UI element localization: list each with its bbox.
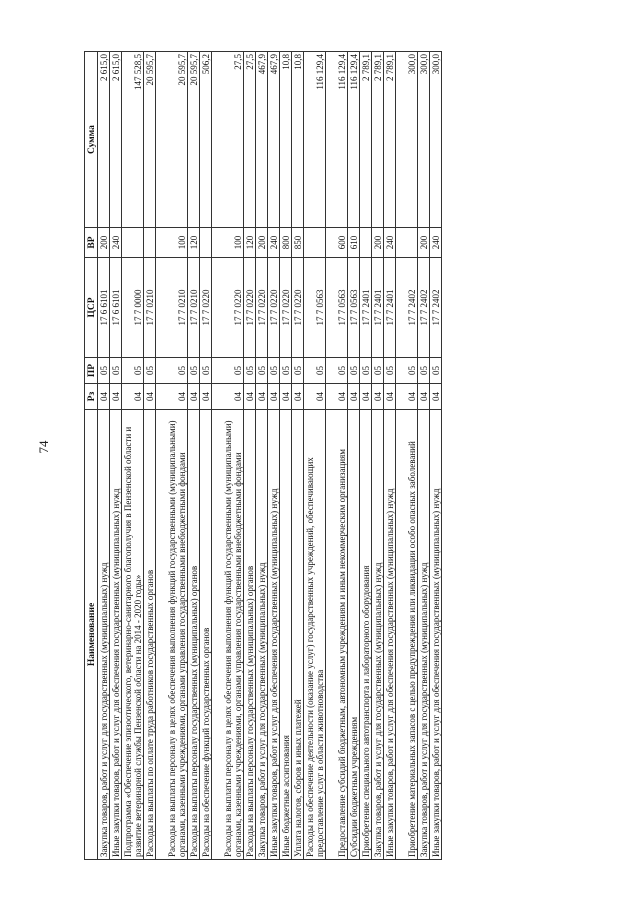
- cell-sum: 147 528,5: [122, 52, 144, 228]
- cell-sum: 2 789,1: [384, 52, 396, 228]
- cell-csr: 17 7 2402: [418, 258, 430, 358]
- header-vr: ВР: [85, 228, 98, 258]
- cell-name: Закупка товаров, работ и услуг для государственных (муниципальных) нужд: [256, 410, 268, 860]
- cell-name: Уплата налогов, сборов и иных платежей: [292, 410, 304, 860]
- cell-rz: 04: [200, 384, 212, 410]
- cell-name: Закупка товаров, работ и услуг для государственных (муниципальных) нужд: [372, 410, 384, 860]
- cell-pr: 05: [144, 358, 156, 384]
- cell-vr: 610: [348, 228, 360, 258]
- table-row: [326, 52, 348, 860]
- cell-pr: 05: [200, 358, 212, 384]
- cell-rz: 04: [396, 384, 418, 410]
- cell-sum: 300,0: [418, 52, 430, 228]
- table-row: [268, 52, 280, 860]
- table-row: [200, 52, 212, 860]
- cell-sum: 2 615,0: [98, 52, 110, 228]
- cell-vr: [122, 228, 144, 258]
- cell-pr: 05: [122, 358, 144, 384]
- cell-csr: 17 7 0220: [292, 258, 304, 358]
- cell-rz: 04: [268, 384, 280, 410]
- cell-csr: 17 7 0220: [200, 258, 212, 358]
- cell-pr: 05: [188, 358, 200, 384]
- cell-rz: 04: [292, 384, 304, 410]
- cell-sum: 2 615,0: [110, 52, 122, 228]
- cell-pr: 05: [326, 358, 348, 384]
- cell-pr: 05: [360, 358, 372, 384]
- rotated-page: [84, 52, 558, 860]
- cell-rz: 04: [372, 384, 384, 410]
- cell-name: Субсидии бюджетным учреждениям: [348, 410, 360, 860]
- cell-sum: 467,9: [256, 52, 268, 228]
- cell-name: Расходы на выплаты персоналу государственных (муниципальных) органов: [188, 410, 200, 860]
- cell-csr: 17 7 2401: [372, 258, 384, 358]
- cell-rz: 04: [212, 384, 244, 410]
- cell-rz: 04: [326, 384, 348, 410]
- table-row: [384, 52, 396, 860]
- cell-rz: 04: [98, 384, 110, 410]
- cell-rz: 04: [418, 384, 430, 410]
- cell-csr: 17 7 2401: [360, 258, 372, 358]
- cell-csr: 17 7 0220: [256, 258, 268, 358]
- cell-pr: 05: [110, 358, 122, 384]
- table-row: [292, 52, 304, 860]
- cell-sum: 300,0: [430, 52, 442, 228]
- table-row: [244, 52, 256, 860]
- cell-name: Приобретение специального автотранспорта и лабораторного оборудования: [360, 410, 372, 860]
- cell-pr: 05: [280, 358, 292, 384]
- table-row: [280, 52, 292, 860]
- cell-name: Расходы на выплаты по оплате труда работников государственных органов: [144, 410, 156, 860]
- cell-csr: 17 7 0563: [326, 258, 348, 358]
- page-number: 74: [36, 440, 51, 454]
- header-pr: ПР: [85, 358, 98, 384]
- table-row: [418, 52, 430, 860]
- cell-rz: 04: [360, 384, 372, 410]
- table-row: [360, 52, 372, 860]
- cell-rz: 04: [156, 384, 188, 410]
- cell-name: Предоставление субсидий бюджетным, автономным учреждениям и иным некоммерческим организациям: [326, 410, 348, 860]
- table-body: [98, 52, 442, 860]
- cell-pr: 05: [98, 358, 110, 384]
- cell-name: Иные закупки товаров, работ и услуг для обеспечения государственных (муниципальных) нужд: [268, 410, 280, 860]
- cell-name: Иные закупки товаров, работ и услуг для обеспечения государственных (муниципальных) нужд: [430, 410, 442, 860]
- table-row: [110, 52, 122, 860]
- cell-vr: 120: [188, 228, 200, 258]
- cell-name: Закупка товаров, работ и услуг для государственных (муниципальных) нужд: [418, 410, 430, 860]
- header-name: Наименование: [85, 410, 98, 860]
- cell-rz: 04: [110, 384, 122, 410]
- cell-csr: 17 6 6101: [98, 258, 110, 358]
- cell-vr: 120: [244, 228, 256, 258]
- cell-vr: [360, 228, 372, 258]
- cell-csr: 17 7 0220: [268, 258, 280, 358]
- cell-name: Расходы на обеспечение деятельности (оказание услуг) государственных учреждений, обеспечивающих предоставление услуг в области животноводства: [304, 410, 326, 860]
- cell-sum: 10,8: [292, 52, 304, 228]
- cell-vr: 200: [98, 228, 110, 258]
- cell-pr: 05: [430, 358, 442, 384]
- table-row: [256, 52, 268, 860]
- cell-csr: 17 7 0220: [244, 258, 256, 358]
- cell-vr: 800: [280, 228, 292, 258]
- cell-name: Расходы на обеспечение функций государственных органов: [200, 410, 212, 860]
- cell-sum: 116 129,4: [348, 52, 360, 228]
- table-row: [396, 52, 418, 860]
- cell-sum: 2 789,1: [360, 52, 372, 228]
- cell-pr: 05: [292, 358, 304, 384]
- cell-sum: 116 129,4: [304, 52, 326, 228]
- cell-csr: 17 7 2402: [430, 258, 442, 358]
- cell-csr: 17 7 0220: [212, 258, 244, 358]
- budget-table: [84, 51, 442, 860]
- cell-csr: 17 7 2401: [384, 258, 396, 358]
- cell-pr: 05: [212, 358, 244, 384]
- cell-pr: 05: [418, 358, 430, 384]
- cell-name: Иные закупки товаров, работ и услуг для обеспечения государственных (муниципальных) нужд: [110, 410, 122, 860]
- cell-vr: 100: [156, 228, 188, 258]
- cell-sum: 20 595,7: [144, 52, 156, 228]
- cell-csr: 17 7 0000: [122, 258, 144, 358]
- cell-pr: 05: [304, 358, 326, 384]
- cell-vr: 200: [418, 228, 430, 258]
- cell-pr: 05: [396, 358, 418, 384]
- cell-rz: 04: [304, 384, 326, 410]
- cell-name: Иные закупки товаров, работ и услуг для обеспечения государственных (муниципальных) нужд: [384, 410, 396, 860]
- cell-name: Подпрограмма «Обеспечение эпизоотического, ветеринарно-санитарного благополучия в Пензенской области и развитие ветеринарной службы Пензенской области на 2014 - 2020 годы»: [122, 410, 144, 860]
- cell-sum: 27,5: [212, 52, 244, 228]
- cell-vr: 240: [384, 228, 396, 258]
- cell-csr: 17 7 0220: [280, 258, 292, 358]
- cell-sum: 506,2: [200, 52, 212, 228]
- cell-name: Приобретение материальных запасов с целью предупреждения или ликвидации особо опасных заболеваний: [396, 410, 418, 860]
- table-row: [348, 52, 360, 860]
- cell-vr: [396, 228, 418, 258]
- cell-pr: 05: [348, 358, 360, 384]
- table-row: [372, 52, 384, 860]
- cell-pr: 05: [268, 358, 280, 384]
- cell-pr: 05: [372, 358, 384, 384]
- cell-rz: 04: [122, 384, 144, 410]
- cell-sum: 27,5: [244, 52, 256, 228]
- cell-pr: 05: [256, 358, 268, 384]
- table-row: [98, 52, 110, 860]
- cell-csr: 17 7 0210: [156, 258, 188, 358]
- cell-name: Закупка товаров, работ и услуг для государственных (муниципальных) нужд: [98, 410, 110, 860]
- cell-vr: 240: [430, 228, 442, 258]
- cell-csr: 17 7 0563: [304, 258, 326, 358]
- table-row: [188, 52, 200, 860]
- cell-vr: 850: [292, 228, 304, 258]
- cell-rz: 04: [144, 384, 156, 410]
- table-row: [122, 52, 144, 860]
- header-csr: ЦСР: [85, 258, 98, 358]
- cell-sum: 20 595,7: [188, 52, 200, 228]
- cell-vr: 200: [256, 228, 268, 258]
- cell-rz: 04: [244, 384, 256, 410]
- cell-vr: [200, 228, 212, 258]
- header-sum: Сумма: [85, 52, 98, 228]
- cell-rz: 04: [280, 384, 292, 410]
- cell-rz: 04: [256, 384, 268, 410]
- table-row: [304, 52, 326, 860]
- cell-vr: 240: [268, 228, 280, 258]
- cell-sum: 10,8: [280, 52, 292, 228]
- cell-csr: 17 7 0210: [188, 258, 200, 358]
- cell-csr: 17 6 6101: [110, 258, 122, 358]
- table-row: [430, 52, 442, 860]
- table-row: [212, 52, 244, 860]
- cell-csr: 17 7 0563: [348, 258, 360, 358]
- cell-rz: 04: [188, 384, 200, 410]
- cell-name: Расходы на выплаты персоналу в целях обеспечения выполнения функций государственными (муниципальными) органами, казенными учреждениями, органами управления государственными внебюджетными фондами: [156, 410, 188, 860]
- table-header-row: [85, 52, 98, 860]
- cell-csr: 17 7 0210: [144, 258, 156, 358]
- cell-pr: 05: [156, 358, 188, 384]
- cell-vr: 240: [110, 228, 122, 258]
- cell-sum: 20 595,7: [156, 52, 188, 228]
- cell-sum: 467,9: [268, 52, 280, 228]
- cell-vr: 100: [212, 228, 244, 258]
- cell-sum: 2 789,1: [372, 52, 384, 228]
- header-rz: Рз: [85, 384, 98, 410]
- cell-sum: 300,0: [396, 52, 418, 228]
- cell-vr: 200: [372, 228, 384, 258]
- table-row: [144, 52, 156, 860]
- cell-vr: [144, 228, 156, 258]
- cell-name: Расходы на выплаты персоналу в целях обеспечения выполнения функций государственными (муниципальными) органами, казенными учреждениями, органами управления государственными внебюджетными фондами: [212, 410, 244, 860]
- cell-sum: 116 129,4: [326, 52, 348, 228]
- cell-vr: 600: [326, 228, 348, 258]
- cell-csr: 17 7 2402: [396, 258, 418, 358]
- cell-rz: 04: [384, 384, 396, 410]
- cell-vr: [304, 228, 326, 258]
- cell-pr: 05: [244, 358, 256, 384]
- cell-name: Расходы на выплаты персоналу государственных (муниципальных) органов: [244, 410, 256, 860]
- table-row: [156, 52, 188, 860]
- cell-rz: 04: [348, 384, 360, 410]
- cell-name: Иные бюджетные ассигнования: [280, 410, 292, 860]
- cell-rz: 04: [430, 384, 442, 410]
- cell-pr: 05: [384, 358, 396, 384]
